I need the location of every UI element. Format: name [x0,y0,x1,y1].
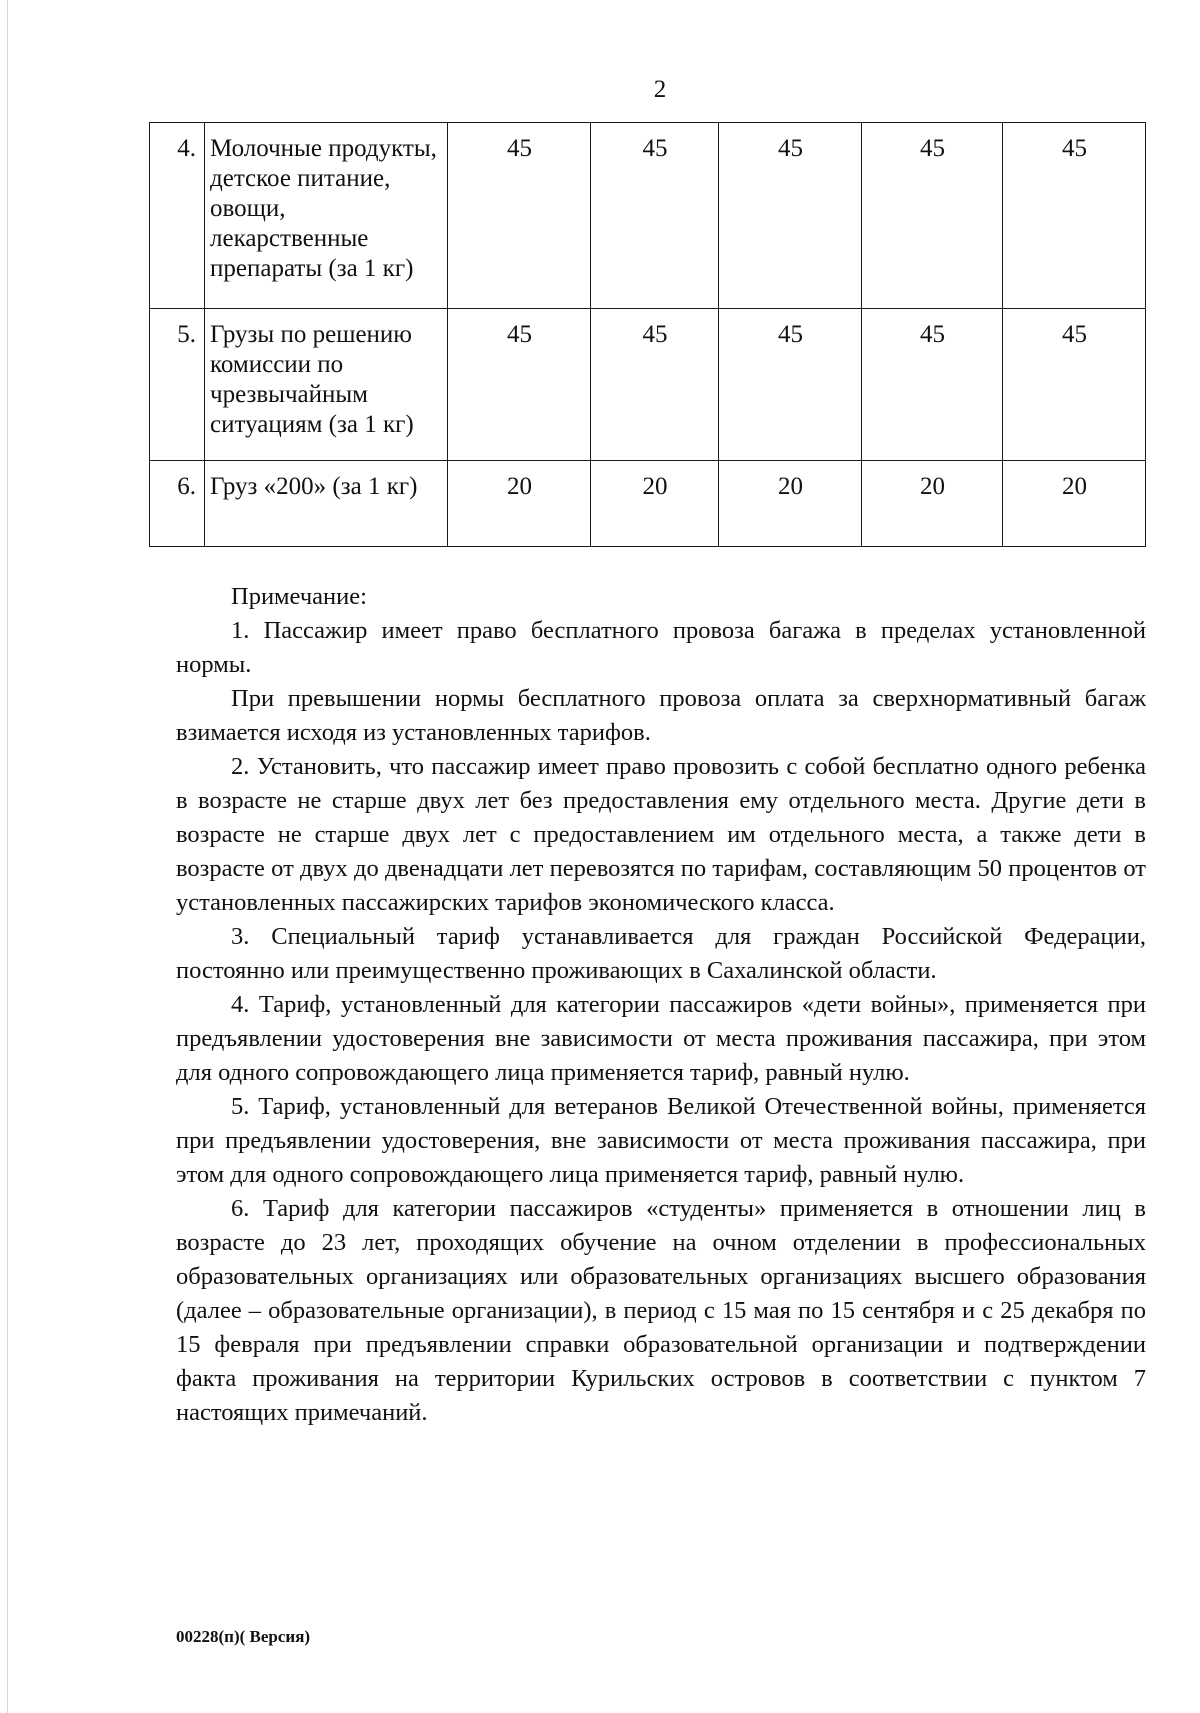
scan-edge-line [7,0,8,1713]
tariff-value: 20 [719,461,862,547]
table-row [150,461,1146,547]
tariff-value: 45 [862,309,1003,461]
table-row [150,123,1146,309]
tariff-value: 45 [1003,123,1146,309]
row-number: 5. [150,309,205,461]
note-paragraph: 3. Специальный тариф устанавливается для граждан Российской Федерации, постоянно или преимущественно проживающих в Сахалинской области. [176,923,1146,984]
tariff-value: 20 [448,461,591,547]
cargo-name: Груз «200» (за 1 кг) [205,461,448,547]
row-number: 6. [150,461,205,547]
note-paragraph: 4. Тариф, установленный для категории пассажиров «дети войны», применяется при предъявлении удостоверения вне зависимости от места проживания пассажира, при этом для одного сопровождающего лица применяется тариф, равный нулю. [176,991,1146,1086]
tariff-value: 20 [862,461,1003,547]
tariff-value: 45 [591,309,719,461]
tariff-value: 45 [591,123,719,309]
tariff-value: 20 [1003,461,1146,547]
document-code: 00228(п)( Версия) [176,1627,311,1646]
tariff-value: 45 [448,309,591,461]
tariff-value: 20 [591,461,719,547]
tariff-value: 45 [719,309,862,461]
table-row [150,309,1146,461]
cargo-name: Молочные продукты, детское питание, овощи, лекарственные препараты (за 1 кг) [205,123,448,309]
tariff-value: 45 [1003,309,1146,461]
note-paragraph: 2. Установить, что пассажир имеет право провозить с собой бесплатно одного ребенка в возрасте не старше двух лет без предоставления ему отдельного места. Другие дети в возрасте не старше двух лет с предоставлением им отдельного места, а также дети в возрасте от двух до двенадцати лет перевозятся по тарифам, составляющим 50 процентов от установленных пассажирских тарифов экономического класса. [176,753,1146,916]
note-paragraph: 1. Пассажир имеет право бесплатного провоза багажа в пределах установленной нормы. [176,617,1146,678]
row-number: 4. [150,123,205,309]
notes-section [176,580,1146,1430]
note-paragraph: При превышении нормы бесплатного провоза оплата за сверхнормативный багаж взимается исходя из установленных тарифов. [176,685,1146,746]
note-paragraph: 6. Тариф для категории пассажиров «студенты» применяется в отношении лиц в возрасте до 23 лет, проходящих обучение на очном отделении в профессиональных образовательных организациях или образовательных организациях высшего образования (далее – образовательные организации), в период с 15 мая по 15 сентября и с 25 декабря по 15 февраля при предъявлении справки образовательной организации и подтверждении факта проживания на территории Курильских островов в соответствии с пунктом 7 настоящих примечаний. [176,1195,1146,1426]
note-paragraph: 5. Тариф, установленный для ветеранов Великой Отечественной войны, применяется при предъявлении удостоверения, вне зависимости от места проживания пассажира, при этом для одного сопровождающего лица применяется тариф, равный нулю. [176,1093,1146,1188]
page-number: 2 [653,76,667,103]
tariff-value: 45 [862,123,1003,309]
tariff-value: 45 [448,123,591,309]
tariff-value: 45 [719,123,862,309]
notes-heading: Примечание: [231,583,367,610]
tariff-table [149,122,1146,547]
cargo-name: Грузы по решению комиссии по чрезвычайным ситуациям (за 1 кг) [205,309,448,461]
